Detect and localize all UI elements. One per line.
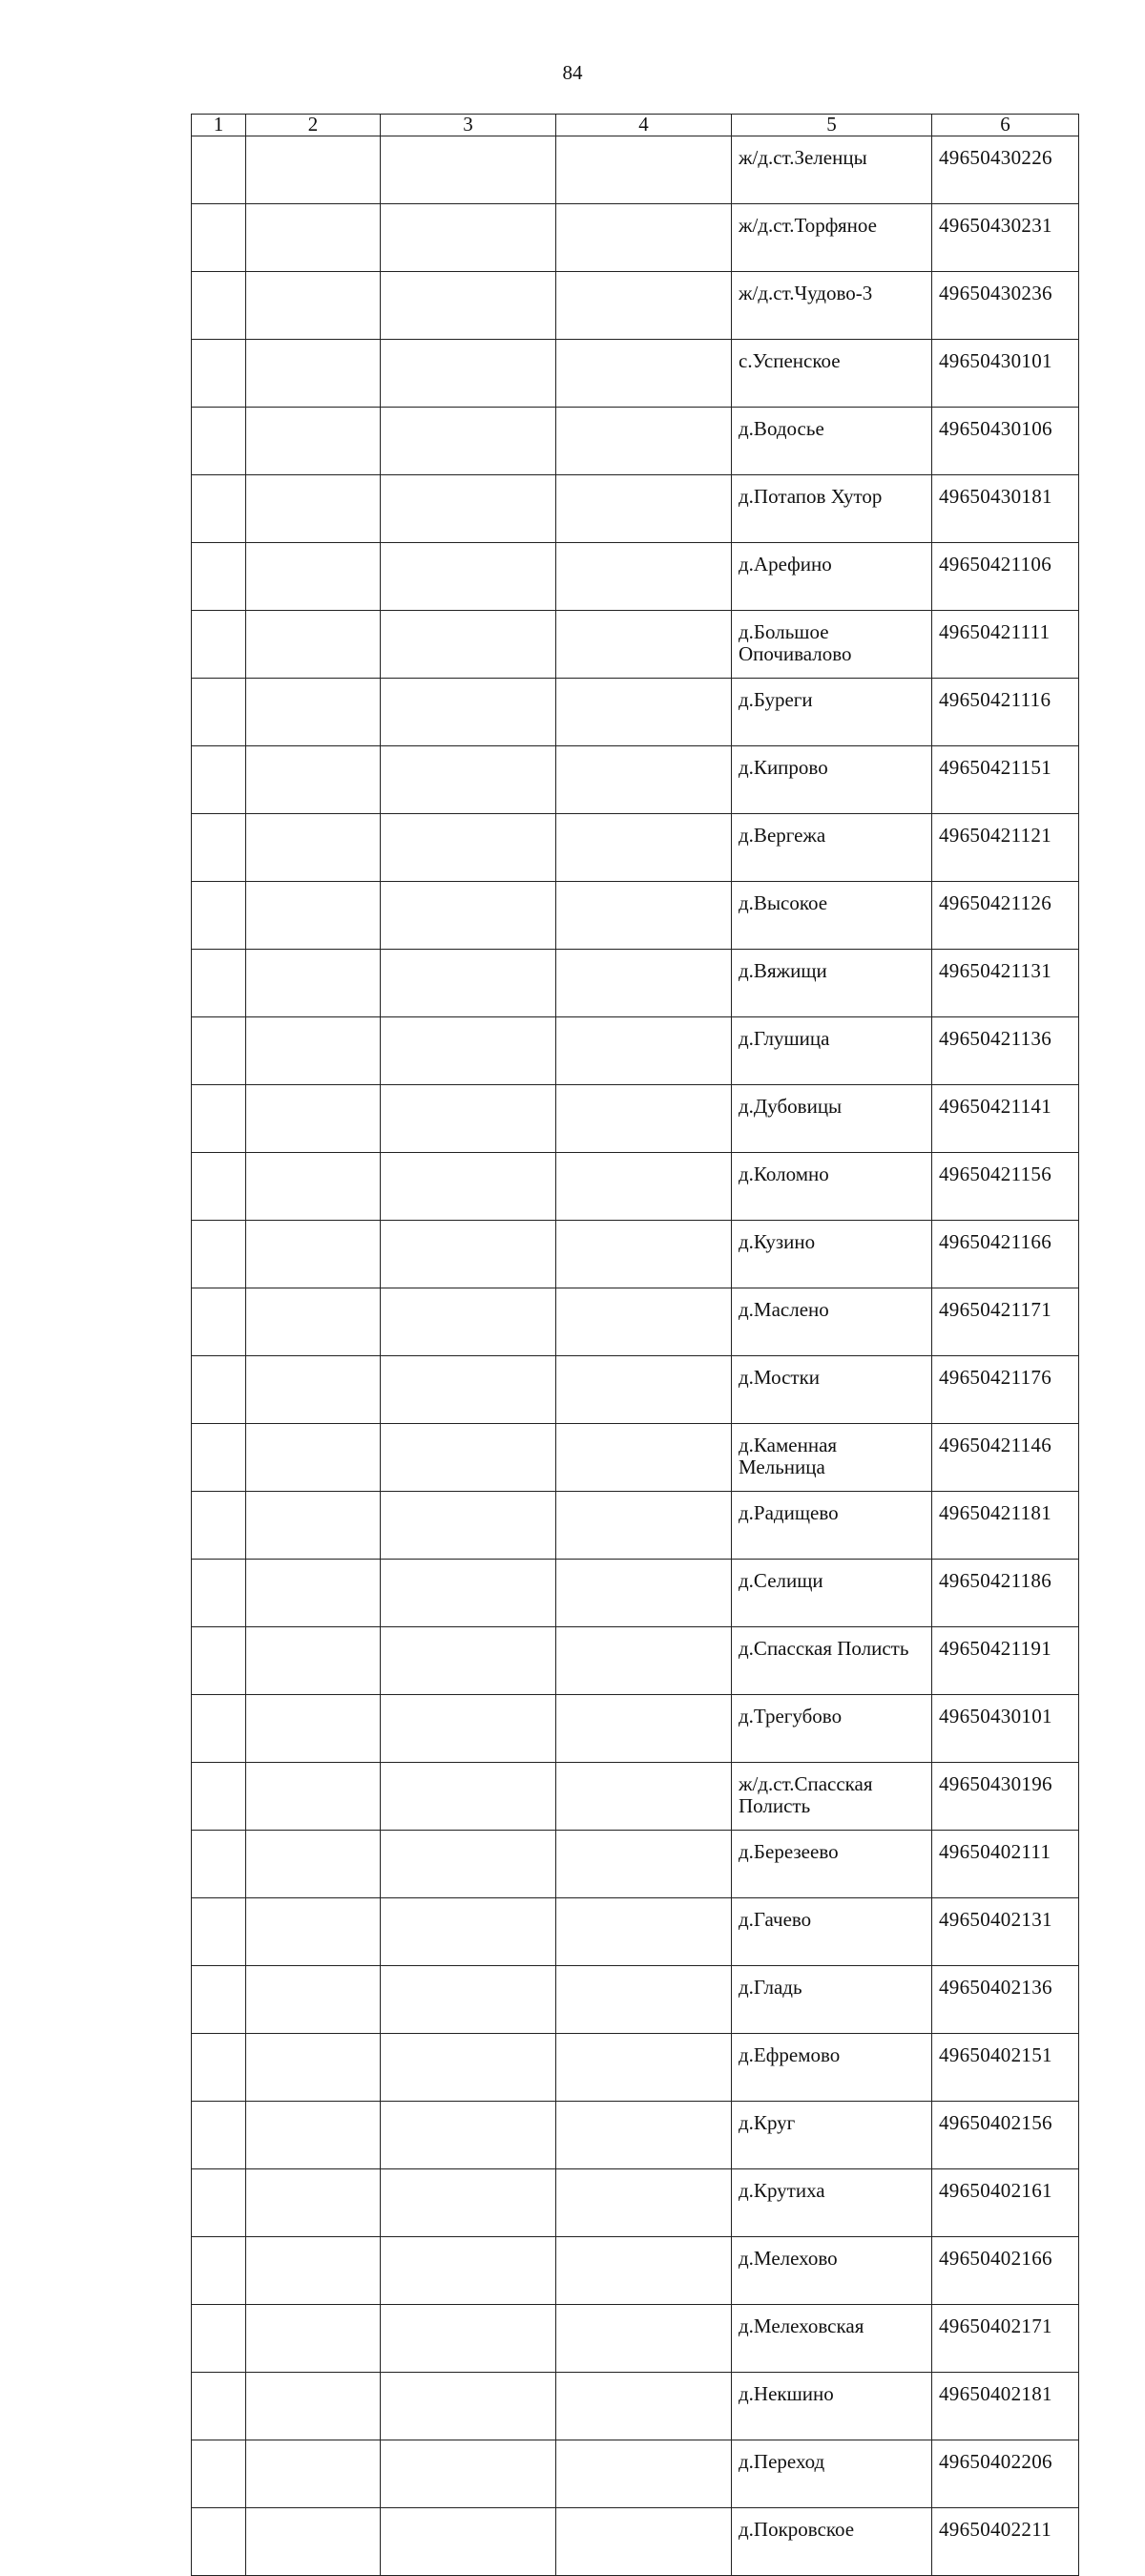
empty-cell <box>556 1017 732 1085</box>
empty-cell <box>556 2169 732 2237</box>
settlement-name-cell: д.Водосье <box>732 408 932 475</box>
empty-cell <box>192 1831 246 1898</box>
oktmo-code-cell: 49650402206 <box>932 2440 1079 2508</box>
oktmo-code-cell: 49650421191 <box>932 1627 1079 1695</box>
empty-cell <box>556 1560 732 1627</box>
empty-cell <box>192 1763 246 1831</box>
empty-cell <box>246 1288 381 1356</box>
table-row <box>192 1153 1079 1221</box>
column-header: 6 <box>932 115 1079 136</box>
empty-cell <box>381 1424 556 1492</box>
empty-cell <box>246 1017 381 1085</box>
table-row <box>192 2508 1079 2576</box>
empty-cell <box>381 475 556 543</box>
column-header: 5 <box>732 115 932 136</box>
empty-cell <box>246 1627 381 1695</box>
table-row <box>192 340 1079 408</box>
empty-cell <box>246 2034 381 2102</box>
oktmo-code-cell: 49650430236 <box>932 272 1079 340</box>
empty-cell <box>381 950 556 1017</box>
empty-cell <box>246 1492 381 1560</box>
oktmo-code-cell: 49650402181 <box>932 2373 1079 2440</box>
empty-cell <box>381 408 556 475</box>
empty-cell <box>192 1560 246 1627</box>
oktmo-code-cell: 49650430101 <box>932 340 1079 408</box>
oktmo-code-cell: 49650430226 <box>932 136 1079 204</box>
empty-cell <box>381 2237 556 2305</box>
settlement-name-cell: д.Покровское <box>732 2508 932 2576</box>
empty-cell <box>556 272 732 340</box>
empty-cell <box>381 2034 556 2102</box>
oktmo-code-cell: 49650402211 <box>932 2508 1079 2576</box>
table-row <box>192 1966 1079 2034</box>
empty-cell <box>556 611 732 679</box>
empty-cell <box>192 204 246 272</box>
table-row <box>192 2305 1079 2373</box>
empty-cell <box>556 2440 732 2508</box>
empty-cell <box>556 1763 732 1831</box>
table-row <box>192 543 1079 611</box>
empty-cell <box>192 136 246 204</box>
settlement-name-cell: д.Спасская Полисть <box>732 1627 932 1695</box>
empty-cell <box>556 2373 732 2440</box>
empty-cell <box>192 950 246 1017</box>
settlement-name-cell: д.Березеево <box>732 1831 932 1898</box>
table-row <box>192 1356 1079 1424</box>
empty-cell <box>246 1695 381 1763</box>
empty-cell <box>381 1560 556 1627</box>
table-row <box>192 2169 1079 2237</box>
settlement-name-cell: д.Арефино <box>732 543 932 611</box>
settlement-name-cell: д.Маслено <box>732 1288 932 1356</box>
settlement-name-cell: д.Гладь <box>732 1966 932 2034</box>
empty-cell <box>381 2305 556 2373</box>
empty-cell <box>246 1424 381 1492</box>
table-body <box>192 115 1079 2576</box>
settlement-name-cell: д.Потапов Хутор <box>732 475 932 543</box>
column-header: 2 <box>246 115 381 136</box>
empty-cell <box>556 136 732 204</box>
empty-cell <box>246 1763 381 1831</box>
empty-cell <box>556 1085 732 1153</box>
table-row <box>192 814 1079 882</box>
settlement-name-cell: д.Кузино <box>732 1221 932 1288</box>
empty-cell <box>381 136 556 204</box>
oktmo-code-cell: 49650402156 <box>932 2102 1079 2169</box>
table-row <box>192 2373 1079 2440</box>
table-row <box>192 1695 1079 1763</box>
empty-cell <box>192 2508 246 2576</box>
empty-cell <box>192 340 246 408</box>
empty-cell <box>246 1221 381 1288</box>
oktmo-code-cell: 49650421116 <box>932 679 1079 746</box>
empty-cell <box>556 746 732 814</box>
empty-cell <box>556 340 732 408</box>
empty-cell <box>246 679 381 746</box>
empty-cell <box>246 340 381 408</box>
empty-cell <box>192 1966 246 2034</box>
empty-cell <box>556 679 732 746</box>
empty-cell <box>246 2169 381 2237</box>
settlement-name-cell: д.Радищево <box>732 1492 932 1560</box>
oktmo-code-cell: 49650402136 <box>932 1966 1079 2034</box>
page-number: 84 <box>562 61 583 84</box>
empty-cell <box>192 2440 246 2508</box>
empty-cell <box>192 746 246 814</box>
empty-cell <box>381 1221 556 1288</box>
empty-cell <box>556 882 732 950</box>
oktmo-code-cell: 49650421171 <box>932 1288 1079 1356</box>
oktmo-code-cell: 49650421146 <box>932 1424 1079 1492</box>
empty-cell <box>556 1966 732 2034</box>
empty-cell <box>192 2102 246 2169</box>
settlement-name-cell: д.Дубовицы <box>732 1085 932 1153</box>
settlement-name-cell: с.Успенское <box>732 340 932 408</box>
table-row <box>192 2237 1079 2305</box>
empty-cell <box>381 204 556 272</box>
empty-cell <box>381 1695 556 1763</box>
table-row <box>192 408 1079 475</box>
empty-cell <box>192 1017 246 1085</box>
empty-cell <box>192 1356 246 1424</box>
empty-cell <box>556 1221 732 1288</box>
oktmo-code-cell: 49650421106 <box>932 543 1079 611</box>
empty-cell <box>556 2034 732 2102</box>
settlement-name-cell: д.Мелехово <box>732 2237 932 2305</box>
settlement-name-cell: д.Буреги <box>732 679 932 746</box>
empty-cell <box>246 1831 381 1898</box>
oktmo-code-cell: 49650402171 <box>932 2305 1079 2373</box>
empty-cell <box>556 1288 732 1356</box>
empty-cell <box>556 1424 732 1492</box>
empty-cell <box>246 882 381 950</box>
oktmo-code-cell: 49650421141 <box>932 1085 1079 1153</box>
table-row <box>192 136 1079 204</box>
empty-cell <box>246 408 381 475</box>
empty-cell <box>246 1356 381 1424</box>
empty-cell <box>381 1288 556 1356</box>
empty-cell <box>192 1627 246 1695</box>
table-row <box>192 882 1079 950</box>
empty-cell <box>381 1492 556 1560</box>
empty-cell <box>381 2373 556 2440</box>
empty-cell <box>381 1085 556 1153</box>
empty-cell <box>381 1831 556 1898</box>
oktmo-code-cell: 49650421131 <box>932 950 1079 1017</box>
empty-cell <box>381 1017 556 1085</box>
table-row <box>192 2440 1079 2508</box>
oktmo-code-cell: 49650421156 <box>932 1153 1079 1221</box>
oktmo-code-cell: 49650421126 <box>932 882 1079 950</box>
oktmo-code-cell: 49650421166 <box>932 1221 1079 1288</box>
settlement-name-cell: ж/д.ст.Зеленцы <box>732 136 932 204</box>
empty-cell <box>192 1695 246 1763</box>
oktmo-code-cell: 49650430101 <box>932 1695 1079 1763</box>
oktmo-code-cell: 49650402151 <box>932 2034 1079 2102</box>
empty-cell <box>556 2102 732 2169</box>
empty-cell <box>192 408 246 475</box>
settlement-name-cell: д.Мостки <box>732 1356 932 1424</box>
empty-cell <box>246 543 381 611</box>
empty-cell <box>192 882 246 950</box>
table-row <box>192 950 1079 1017</box>
empty-cell <box>246 746 381 814</box>
empty-cell <box>192 1424 246 1492</box>
settlements-table <box>191 114 1079 2576</box>
empty-cell <box>246 814 381 882</box>
table-row <box>192 204 1079 272</box>
oktmo-code-cell: 49650421121 <box>932 814 1079 882</box>
table-row <box>192 2102 1079 2169</box>
settlement-name-cell: д.Переход <box>732 2440 932 2508</box>
settlement-name-cell: д.Селищи <box>732 1560 932 1627</box>
empty-cell <box>246 1560 381 1627</box>
settlement-name-cell: ж/д.ст.Торфяное <box>732 204 932 272</box>
oktmo-code-cell: 49650430196 <box>932 1763 1079 1831</box>
oktmo-code-cell: 49650421181 <box>932 1492 1079 1560</box>
table-row <box>192 1898 1079 1966</box>
table-row <box>192 1560 1079 1627</box>
empty-cell <box>246 136 381 204</box>
empty-cell <box>246 2373 381 2440</box>
empty-cell <box>192 2169 246 2237</box>
settlement-name-cell: д.Коломно <box>732 1153 932 1221</box>
column-header: 4 <box>556 115 732 136</box>
settlement-name-cell: д.Мелеховская <box>732 2305 932 2373</box>
settlement-name-cell: д.Крутиха <box>732 2169 932 2237</box>
empty-cell <box>192 814 246 882</box>
table-row <box>192 1017 1079 1085</box>
oktmo-code-cell: 49650402166 <box>932 2237 1079 2305</box>
empty-cell <box>556 1627 732 1695</box>
settlement-name-cell: д.Ефремово <box>732 2034 932 2102</box>
empty-cell <box>192 2237 246 2305</box>
table-row <box>192 2034 1079 2102</box>
empty-cell <box>556 1831 732 1898</box>
settlement-name-cell: д.Кипрово <box>732 746 932 814</box>
table-row <box>192 746 1079 814</box>
empty-cell <box>246 272 381 340</box>
empty-cell <box>192 543 246 611</box>
settlement-name-cell: д.Большое Опочивалово <box>732 611 932 679</box>
empty-cell <box>192 475 246 543</box>
oktmo-code-cell: 49650430106 <box>932 408 1079 475</box>
empty-cell <box>246 1153 381 1221</box>
settlement-name-cell: д.Вергежа <box>732 814 932 882</box>
oktmo-code-cell: 49650421151 <box>932 746 1079 814</box>
empty-cell <box>192 2034 246 2102</box>
oktmo-code-cell: 49650430231 <box>932 204 1079 272</box>
table-row <box>192 1831 1079 1898</box>
oktmo-code-cell: 49650402131 <box>932 1898 1079 1966</box>
table-row <box>192 1221 1079 1288</box>
empty-cell <box>381 2102 556 2169</box>
empty-cell <box>246 2102 381 2169</box>
empty-cell <box>192 272 246 340</box>
table-row <box>192 1424 1079 1492</box>
empty-cell <box>192 2305 246 2373</box>
empty-cell <box>381 340 556 408</box>
settlement-name-cell: д.Гачево <box>732 1898 932 1966</box>
table-row <box>192 611 1079 679</box>
settlement-name-cell: ж/д.ст.Чудово-3 <box>732 272 932 340</box>
empty-cell <box>246 950 381 1017</box>
table-row <box>192 475 1079 543</box>
empty-cell <box>381 1763 556 1831</box>
empty-cell <box>556 1898 732 1966</box>
empty-cell <box>381 543 556 611</box>
empty-cell <box>381 882 556 950</box>
empty-cell <box>381 272 556 340</box>
oktmo-code-cell: 49650421136 <box>932 1017 1079 1085</box>
settlement-name-cell: д.Вяжищи <box>732 950 932 1017</box>
oktmo-code-cell: 49650430181 <box>932 475 1079 543</box>
table-header-row <box>192 115 1079 136</box>
table-row <box>192 1288 1079 1356</box>
empty-cell <box>192 2373 246 2440</box>
empty-cell <box>246 1085 381 1153</box>
empty-cell <box>192 1492 246 1560</box>
empty-cell <box>381 2169 556 2237</box>
empty-cell <box>246 2440 381 2508</box>
empty-cell <box>192 1221 246 1288</box>
empty-cell <box>246 2508 381 2576</box>
table-row <box>192 1085 1079 1153</box>
column-header: 1 <box>192 115 246 136</box>
settlement-name-cell: д.Высокое <box>732 882 932 950</box>
empty-cell <box>381 1153 556 1221</box>
empty-cell <box>192 1288 246 1356</box>
empty-cell <box>246 1966 381 2034</box>
empty-cell <box>246 204 381 272</box>
empty-cell <box>246 2305 381 2373</box>
empty-cell <box>246 475 381 543</box>
empty-cell <box>556 543 732 611</box>
empty-cell <box>381 1898 556 1966</box>
settlement-name-cell: д.Трегубово <box>732 1695 932 1763</box>
empty-cell <box>556 1153 732 1221</box>
empty-cell <box>381 1627 556 1695</box>
empty-cell <box>381 2508 556 2576</box>
empty-cell <box>381 746 556 814</box>
settlement-name-cell: д.Каменная Мельница <box>732 1424 932 1492</box>
settlement-name-cell: д.Некшино <box>732 2373 932 2440</box>
empty-cell <box>556 475 732 543</box>
empty-cell <box>556 1356 732 1424</box>
oktmo-code-cell: 49650421111 <box>932 611 1079 679</box>
table-row <box>192 1492 1079 1560</box>
empty-cell <box>381 814 556 882</box>
settlement-name-cell: д.Глушица <box>732 1017 932 1085</box>
empty-cell <box>556 950 732 1017</box>
empty-cell <box>381 2440 556 2508</box>
empty-cell <box>192 1085 246 1153</box>
empty-cell <box>556 204 732 272</box>
table-row <box>192 1627 1079 1695</box>
table-row <box>192 679 1079 746</box>
column-header: 3 <box>381 115 556 136</box>
empty-cell <box>556 408 732 475</box>
oktmo-code-cell: 49650421176 <box>932 1356 1079 1424</box>
empty-cell <box>556 2237 732 2305</box>
oktmo-code-cell: 49650402161 <box>932 2169 1079 2237</box>
empty-cell <box>381 611 556 679</box>
empty-cell <box>246 1898 381 1966</box>
empty-cell <box>556 814 732 882</box>
table-row <box>192 1763 1079 1831</box>
empty-cell <box>192 1153 246 1221</box>
oktmo-code-cell: 49650421186 <box>932 1560 1079 1627</box>
empty-cell <box>381 1356 556 1424</box>
empty-cell <box>192 1898 246 1966</box>
empty-cell <box>381 679 556 746</box>
empty-cell <box>556 1492 732 1560</box>
empty-cell <box>556 2508 732 2576</box>
empty-cell <box>192 611 246 679</box>
empty-cell <box>192 679 246 746</box>
table-row <box>192 272 1079 340</box>
empty-cell <box>246 2237 381 2305</box>
oktmo-code-cell: 49650402111 <box>932 1831 1079 1898</box>
empty-cell <box>246 611 381 679</box>
empty-cell <box>381 1966 556 2034</box>
empty-cell <box>556 1695 732 1763</box>
empty-cell <box>556 2305 732 2373</box>
settlement-name-cell: ж/д.ст.Спасская Полисть <box>732 1763 932 1831</box>
settlement-name-cell: д.Круг <box>732 2102 932 2169</box>
